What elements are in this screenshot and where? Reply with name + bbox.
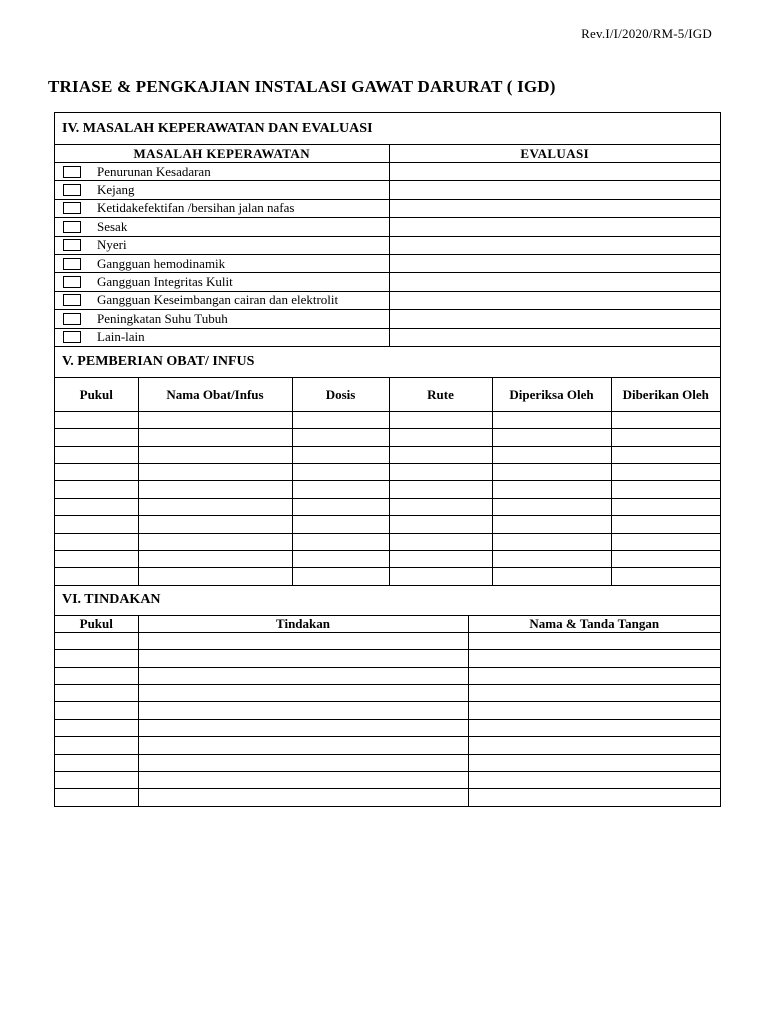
cell-nama-obat-infus[interactable]	[138, 481, 292, 498]
cell-pukul[interactable]	[55, 464, 138, 481]
evaluasi-cell[interactable]	[389, 273, 720, 291]
masalah-cell	[55, 310, 389, 328]
evaluasi-cell[interactable]	[389, 236, 720, 254]
section-v-title: V. PEMBERIAN OBAT/ INFUS	[55, 346, 720, 378]
obat-row	[55, 446, 720, 463]
cell-pukul[interactable]	[55, 429, 138, 446]
cell-rute[interactable]	[389, 551, 492, 568]
obat-row	[55, 464, 720, 481]
cell-diperiksa-oleh[interactable]	[492, 533, 611, 550]
col-nama-obat-infus: Nama Obat/Infus	[138, 378, 292, 412]
masalah-row	[55, 199, 720, 217]
masalah-cell	[55, 236, 389, 254]
cell-nama-tanda-tangan[interactable]	[468, 737, 720, 754]
checkbox-gangguan-hemodinamik[interactable]	[63, 258, 81, 270]
masalah-label: Gangguan hemodinamik	[97, 255, 226, 271]
cell-nama-tanda-tangan[interactable]	[468, 771, 720, 788]
cell-dosis[interactable]	[292, 551, 389, 568]
cell-nama-obat-infus[interactable]	[138, 498, 292, 515]
cell-diberikan-oleh[interactable]	[611, 446, 720, 463]
cell-nama-tanda-tangan[interactable]	[468, 702, 720, 719]
cell-diberikan-oleh[interactable]	[611, 551, 720, 568]
masalah-row	[55, 218, 720, 236]
obat-row	[55, 516, 720, 533]
cell-tindakan[interactable]	[138, 737, 468, 754]
cell-nama-tanda-tangan[interactable]	[468, 719, 720, 736]
tindakan-row	[55, 771, 720, 788]
igd-form	[54, 112, 721, 807]
cell-tindakan[interactable]	[138, 667, 468, 684]
cell-dosis[interactable]	[292, 464, 389, 481]
cell-dosis[interactable]	[292, 411, 389, 428]
cell-dosis[interactable]	[292, 533, 389, 550]
cell-nama-tanda-tangan[interactable]	[468, 632, 720, 649]
cell-nama-obat-infus[interactable]	[138, 464, 292, 481]
col-tindakan: Tindakan	[138, 616, 468, 633]
evaluasi-cell[interactable]	[389, 163, 720, 181]
masalah-label: Kejang	[97, 182, 135, 198]
cell-pukul[interactable]	[55, 771, 138, 788]
cell-pukul[interactable]	[55, 737, 138, 754]
cell-diperiksa-oleh[interactable]	[492, 516, 611, 533]
evaluasi-cell[interactable]	[389, 199, 720, 217]
cell-rute[interactable]	[389, 516, 492, 533]
cell-diberikan-oleh[interactable]	[611, 429, 720, 446]
cell-rute[interactable]	[389, 481, 492, 498]
cell-tindakan[interactable]	[138, 789, 468, 806]
cell-nama-tanda-tangan[interactable]	[468, 684, 720, 701]
cell-diberikan-oleh[interactable]	[611, 516, 720, 533]
cell-dosis[interactable]	[292, 498, 389, 515]
cell-pukul[interactable]	[55, 568, 138, 585]
cell-nama-tanda-tangan[interactable]	[468, 754, 720, 771]
document-title: TRIASE & PENGKAJIAN INSTALASI GAWAT DARURAT ( IGD)	[48, 77, 556, 96]
cell-pukul[interactable]	[55, 551, 138, 568]
cell-nama-obat-infus[interactable]	[138, 533, 292, 550]
masalah-label: Gangguan Keseimbangan cairan dan elektrolit	[97, 292, 339, 308]
masalah-row	[55, 310, 720, 328]
col-diberikan-oleh: Diberikan Oleh	[611, 378, 720, 412]
checkbox-peningkatan-suhu-tubuh[interactable]	[63, 313, 81, 325]
cell-nama-obat-infus[interactable]	[138, 446, 292, 463]
cell-pukul[interactable]	[55, 632, 138, 649]
section-vi-title: VI. TINDAKAN	[55, 585, 720, 616]
masalah-cell	[55, 181, 389, 199]
cell-diperiksa-oleh[interactable]	[492, 551, 611, 568]
cell-rute[interactable]	[389, 411, 492, 428]
checkbox-penurunan-kesadaran[interactable]	[63, 166, 81, 178]
cell-dosis[interactable]	[292, 516, 389, 533]
cell-diperiksa-oleh[interactable]	[492, 446, 611, 463]
masalah-row	[55, 254, 720, 272]
cell-tindakan[interactable]	[138, 684, 468, 701]
masalah-cell	[55, 218, 389, 236]
cell-dosis[interactable]	[292, 481, 389, 498]
cell-tindakan[interactable]	[138, 771, 468, 788]
masalah-row	[55, 163, 720, 181]
tindakan-row	[55, 754, 720, 771]
masalah-row	[55, 291, 720, 309]
col-pukul: Pukul	[55, 378, 138, 412]
cell-diberikan-oleh[interactable]	[611, 568, 720, 585]
checkbox-nyeri[interactable]	[63, 239, 81, 251]
cell-rute[interactable]	[389, 429, 492, 446]
masalah-label: Gangguan Integritas Kulit	[97, 274, 233, 290]
masalah-row	[55, 273, 720, 291]
obat-row	[55, 551, 720, 568]
obat-row	[55, 498, 720, 515]
col-pukul: Pukul	[55, 616, 138, 633]
col-masalah-keperawatan: MASALAH KEPERAWATAN	[55, 145, 389, 163]
cell-diperiksa-oleh[interactable]	[492, 429, 611, 446]
cell-pukul[interactable]	[55, 481, 138, 498]
cell-diberikan-oleh[interactable]	[611, 498, 720, 515]
masalah-row	[55, 328, 720, 346]
obat-row	[55, 429, 720, 446]
evaluasi-cell[interactable]	[389, 291, 720, 309]
masalah-label: Ketidakefektifan /bersihan jalan nafas	[97, 200, 295, 216]
cell-diperiksa-oleh[interactable]	[492, 498, 611, 515]
tindakan-row	[55, 650, 720, 667]
tindakan-row	[55, 632, 720, 649]
tindakan-row	[55, 789, 720, 806]
cell-rute[interactable]	[389, 568, 492, 585]
masalah-label: Nyeri	[97, 237, 127, 253]
masalah-label: Sesak	[97, 218, 128, 234]
col-evaluasi: EVALUASI	[389, 145, 720, 163]
col-rute: Rute	[389, 378, 492, 412]
cell-pukul[interactable]	[55, 498, 138, 515]
tindakan-row	[55, 667, 720, 684]
cell-tindakan[interactable]	[138, 754, 468, 771]
section-iv-title: IV. MASALAH KEPERAWATAN DAN EVALUASI	[55, 113, 720, 145]
cell-nama-tanda-tangan[interactable]	[468, 667, 720, 684]
cell-nama-obat-infus[interactable]	[138, 568, 292, 585]
tindakan-row	[55, 684, 720, 701]
obat-table	[55, 378, 720, 585]
cell-rute[interactable]	[389, 498, 492, 515]
masalah-cell	[55, 291, 389, 309]
masalah-label: Lain-lain	[97, 329, 145, 345]
tindakan-row	[55, 737, 720, 754]
checkbox-gangguan-integritas-kulit[interactable]	[63, 276, 81, 288]
cell-rute[interactable]	[389, 464, 492, 481]
cell-tindakan[interactable]	[138, 702, 468, 719]
cell-rute[interactable]	[389, 446, 492, 463]
cell-rute[interactable]	[389, 533, 492, 550]
cell-nama-tanda-tangan[interactable]	[468, 789, 720, 806]
cell-diperiksa-oleh[interactable]	[492, 481, 611, 498]
evaluasi-cell[interactable]	[389, 218, 720, 236]
revision-code: Rev.I/I/2020/RM-5/IGD	[581, 26, 712, 41]
cell-diberikan-oleh[interactable]	[611, 411, 720, 428]
masalah-cell	[55, 163, 389, 181]
obat-row	[55, 568, 720, 585]
masalah-label: Peningkatan Suhu Tubuh	[97, 310, 228, 326]
cell-diberikan-oleh[interactable]	[611, 464, 720, 481]
evaluasi-cell[interactable]	[389, 328, 720, 346]
masalah-label: Penurunan Kesadaran	[97, 163, 211, 179]
cell-nama-obat-infus[interactable]	[138, 429, 292, 446]
masalah-cell	[55, 254, 389, 272]
checkbox-lain-lain[interactable]	[63, 331, 81, 343]
evaluasi-cell[interactable]	[389, 310, 720, 328]
cell-pukul[interactable]	[55, 411, 138, 428]
checkbox-sesak[interactable]	[63, 221, 81, 233]
cell-pukul[interactable]	[55, 754, 138, 771]
cell-pukul[interactable]	[55, 650, 138, 667]
cell-nama-obat-infus[interactable]	[138, 411, 292, 428]
evaluasi-cell[interactable]	[389, 181, 720, 199]
cell-tindakan[interactable]	[138, 650, 468, 667]
cell-dosis[interactable]	[292, 429, 389, 446]
cell-pukul[interactable]	[55, 533, 138, 550]
cell-pukul[interactable]	[55, 446, 138, 463]
cell-tindakan[interactable]	[138, 632, 468, 649]
tindakan-row	[55, 719, 720, 736]
masalah-row	[55, 181, 720, 199]
checkbox-gangguan-keseimbangan-cairan-dan-elektrolit[interactable]	[63, 294, 81, 306]
cell-pukul[interactable]	[55, 516, 138, 533]
cell-dosis[interactable]	[292, 568, 389, 585]
col-dosis: Dosis	[292, 378, 389, 412]
cell-tindakan[interactable]	[138, 719, 468, 736]
masalah-table	[55, 145, 720, 346]
cell-nama-obat-infus[interactable]	[138, 516, 292, 533]
obat-row	[55, 533, 720, 550]
cell-dosis[interactable]	[292, 446, 389, 463]
col-diperiksa-oleh: Diperiksa Oleh	[492, 378, 611, 412]
cell-diberikan-oleh[interactable]	[611, 533, 720, 550]
masalah-cell	[55, 199, 389, 217]
cell-diberikan-oleh[interactable]	[611, 481, 720, 498]
cell-diperiksa-oleh[interactable]	[492, 568, 611, 585]
masalah-cell	[55, 273, 389, 291]
tindakan-row	[55, 702, 720, 719]
cell-diperiksa-oleh[interactable]	[492, 464, 611, 481]
checkbox-kejang[interactable]	[63, 184, 81, 196]
cell-pukul[interactable]	[55, 667, 138, 684]
obat-row	[55, 411, 720, 428]
masalah-row	[55, 236, 720, 254]
cell-nama-obat-infus[interactable]	[138, 551, 292, 568]
cell-pukul[interactable]	[55, 789, 138, 806]
cell-pukul[interactable]	[55, 684, 138, 701]
cell-pukul[interactable]	[55, 702, 138, 719]
evaluasi-cell[interactable]	[389, 254, 720, 272]
cell-diperiksa-oleh[interactable]	[492, 411, 611, 428]
cell-nama-tanda-tangan[interactable]	[468, 650, 720, 667]
tindakan-table	[55, 616, 720, 806]
obat-row	[55, 481, 720, 498]
masalah-cell	[55, 328, 389, 346]
cell-pukul[interactable]	[55, 719, 138, 736]
checkbox-ketidakefektifan-bersihan-jalan-nafas[interactable]	[63, 202, 81, 214]
col-nama-tanda-tangan: Nama & Tanda Tangan	[468, 616, 720, 633]
